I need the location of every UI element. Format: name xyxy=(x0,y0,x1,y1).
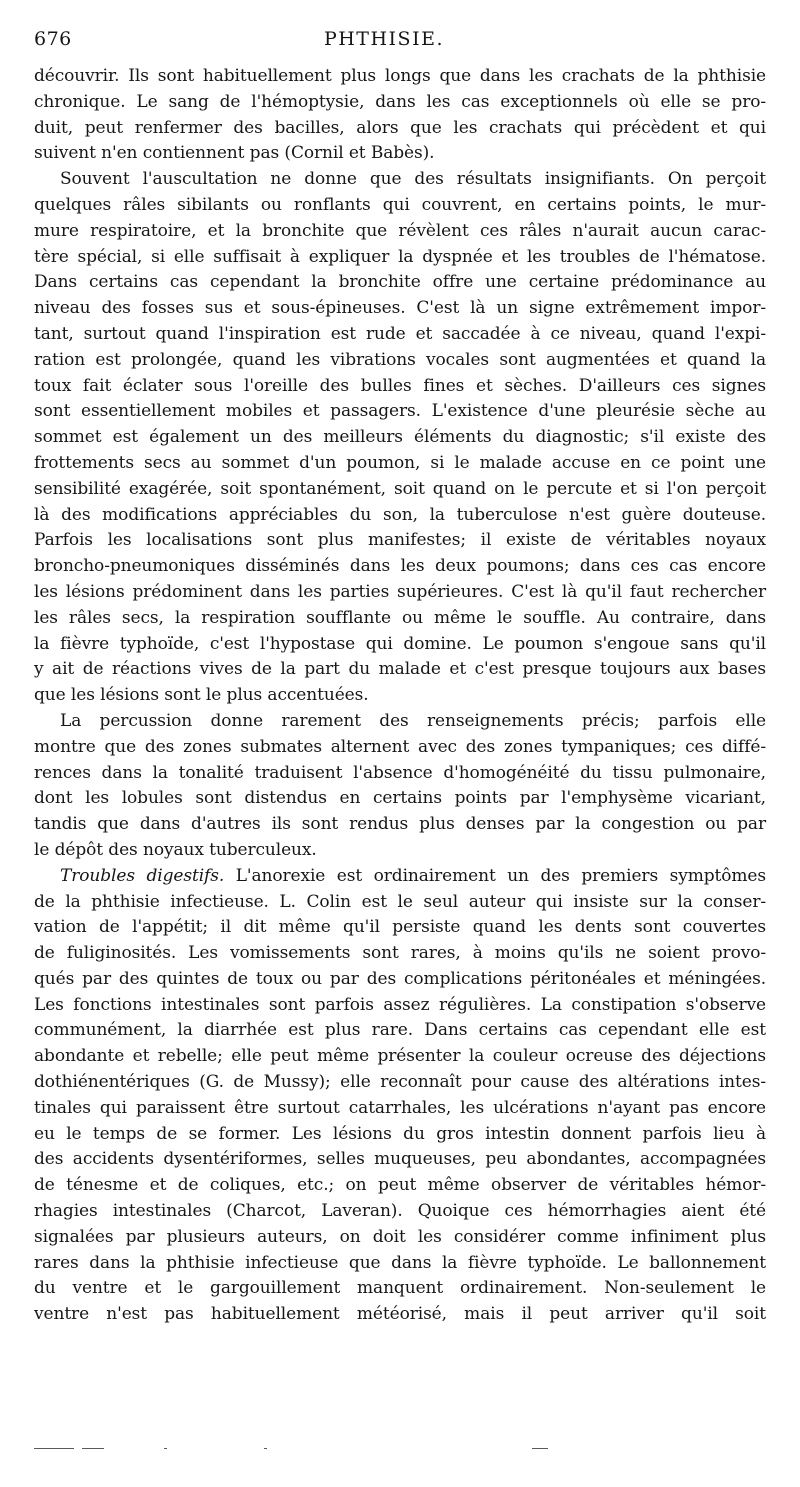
text-line-content: suivent n'en contiennent pas (Cornil et Babès). xyxy=(34,143,435,164)
text-line-content: rences dans la tonalité traduisent l'absence d'homogénéité du tissu pulmonaire, xyxy=(34,762,766,783)
text-line xyxy=(34,296,766,322)
text-line-content: là des modifications appréciables du son, la tuberculose n'est guère douteuse. xyxy=(34,504,766,525)
text-line-content: frottements secs au sommet d'un poumon, si le malade accuse en ce point une xyxy=(34,452,766,473)
text-line-content: sommet est également un des meilleurs éléments du diagnostic; s'il existe des xyxy=(34,427,766,448)
text-line-content: sont essentiellement mobiles et passagers. L'existence d'une pleurésie sèche au xyxy=(34,401,766,422)
section-heading: Troubles digestifs. xyxy=(60,865,225,886)
text-line xyxy=(34,322,766,348)
text-line xyxy=(34,116,766,142)
text-line xyxy=(34,890,766,916)
text-line xyxy=(34,967,766,993)
print-mark xyxy=(164,1448,167,1449)
text-line-content: L'anorexie est ordinairement un des premiers symptômes xyxy=(224,865,767,886)
text-line xyxy=(34,528,766,554)
text-line xyxy=(34,1122,766,1148)
text-line-content: dothiénentériques (G. de Mussy); elle reconnaît pour cause des altérations intes- xyxy=(34,1072,766,1093)
text-line xyxy=(34,580,766,606)
text-line xyxy=(34,1018,766,1044)
text-line-content: le dépôt des noyaux tuberculeux. xyxy=(34,839,317,860)
text-line-content: ration est prolongée, quand les vibrations vocales sont augmentées et quand la xyxy=(34,349,766,370)
text-line-content: broncho-pneumoniques disséminés dans les deux poumons; dans ces cas encore xyxy=(34,556,766,577)
text-line xyxy=(34,554,766,580)
text-line xyxy=(34,1225,766,1251)
text-line-content: de ténesme et de coliques, etc.; on peut même observer de véritables hémor- xyxy=(34,1175,766,1196)
text-line xyxy=(34,1173,766,1199)
text-line-content: ventre n'est pas habituellement météorisé, mais il peut arriver qu'il soit xyxy=(34,1304,766,1325)
text-line xyxy=(34,1096,766,1122)
text-line xyxy=(34,245,766,271)
text-line xyxy=(34,941,766,967)
text-line-content: du ventre et le gargouillement manquent ordinairement. Non-seulement le xyxy=(34,1278,766,1299)
print-mark xyxy=(532,1448,548,1449)
text-line xyxy=(34,1070,766,1096)
text-line xyxy=(34,141,766,167)
text-line xyxy=(34,1276,766,1302)
text-line-content: les râles secs, la respiration soufflante ou même le souffle. Au contraire, dans xyxy=(34,607,766,628)
text-line-content: niveau des fosses sus et sous-épineuses. C'est là un signe extrêmement impor- xyxy=(34,298,766,319)
body-text xyxy=(34,64,766,1328)
text-line xyxy=(34,374,766,400)
text-line xyxy=(34,657,766,683)
text-line xyxy=(34,915,766,941)
text-line xyxy=(34,219,766,245)
text-line-content: chronique. Le sang de l'hémoptysie, dans les cas exceptionnels où elle se pro- xyxy=(34,91,766,112)
text-line-content: de fuliginosités. Les vomissements sont rares, à moins qu'ils ne soient provo- xyxy=(34,943,766,964)
text-line-content: les lésions prédominent dans les parties supérieures. C'est là qu'il faut rechercher xyxy=(34,581,766,602)
document-page xyxy=(34,28,766,1328)
text-line-content: y ait de réactions vives de la part du malade et c'est presque toujours aux bases xyxy=(34,659,766,680)
text-line xyxy=(34,1147,766,1173)
text-line-content: Dans certains cas cependant la bronchite offre une certaine prédominance au xyxy=(34,272,766,293)
text-line xyxy=(34,1251,766,1277)
text-line-content: quelques râles sibilants ou ronflants qui couvrent, en certains points, le mur- xyxy=(34,194,766,215)
text-line-content: Les fonctions intestinales sont parfois assez régulières. La constipation s'observe xyxy=(34,994,766,1015)
page-header xyxy=(34,28,766,62)
text-line xyxy=(34,683,766,709)
text-line xyxy=(34,864,766,890)
text-line-content: sensibilité exagérée, soit spontanément, soit quand on le percute et si l'on perçoit xyxy=(34,478,766,499)
print-mark xyxy=(82,1448,104,1449)
text-line-content: abondante et rebelle; elle peut même présenter la couleur ocreuse des déjections xyxy=(34,1046,766,1067)
text-line-content: tère spécial, si elle suffisait à expliquer la dyspnée et les troubles de l'hématose. xyxy=(34,246,766,267)
text-line-content: rhagies intestinales (Charcot, Laveran). Quoique ces hémorrhagies aient été xyxy=(34,1201,766,1222)
text-line-content: communément, la diarrhée est plus rare. Dans certains cas cependant elle est xyxy=(34,1020,766,1041)
text-line xyxy=(34,503,766,529)
text-line xyxy=(34,735,766,761)
text-line xyxy=(34,1302,766,1328)
text-line-content: découvrir. Ils sont habituellement plus longs que dans les crachats de la phthisie xyxy=(34,66,766,86)
text-line xyxy=(34,451,766,477)
text-line-content: Parfois les localisations sont plus manifestes; il existe de véritables noyaux xyxy=(34,530,766,551)
text-line-content: La percussion donne rarement des renseignements précis; parfois elle xyxy=(60,710,766,731)
text-line xyxy=(34,399,766,425)
text-line xyxy=(34,64,766,90)
text-line-content: dont les lobules sont distendus en certains points par l'emphysème vicariant, xyxy=(34,788,766,809)
text-line-content: qués par des quintes de toux ou par des complications péritonéales et méningées. xyxy=(34,968,766,989)
text-line-content: montre que des zones submates alternent avec des zones tympaniques; ces diffé- xyxy=(34,736,766,757)
text-line xyxy=(34,270,766,296)
text-line-content: tandis que dans d'autres ils sont rendus plus denses par la congestion ou par xyxy=(34,814,766,835)
text-line xyxy=(34,993,766,1019)
text-line xyxy=(34,632,766,658)
print-mark xyxy=(34,1448,74,1449)
text-line xyxy=(34,90,766,116)
text-line xyxy=(34,348,766,374)
text-line xyxy=(34,477,766,503)
text-line-content: duit, peut renfermer des bacilles, alors que les crachats qui précèdent et qui xyxy=(34,117,766,138)
text-line-content: que les lésions sont le plus accentuées. xyxy=(34,685,369,706)
text-line-content: de la phthisie infectieuse. L. Colin est le seul auteur qui insiste sur la conser- xyxy=(34,891,766,912)
text-line xyxy=(34,812,766,838)
page-number: 676 xyxy=(34,28,72,50)
text-line-content: vation de l'appétit; il dit même qu'il persiste quand les dents sont couvertes xyxy=(34,917,766,938)
text-line-content: des accidents dysentériformes, selles muqueuses, peu abondantes, accompagnées xyxy=(34,1149,766,1170)
text-line xyxy=(34,761,766,787)
text-line-content: la fièvre typhoïde, c'est l'hypostase qui domine. Le poumon s'engoue sans qu'il xyxy=(34,633,766,654)
text-line xyxy=(34,838,766,864)
text-line-content: Souvent l'auscultation ne donne que des résultats insignifiants. On perçoit xyxy=(60,169,766,190)
text-line xyxy=(34,1199,766,1225)
print-mark xyxy=(264,1448,267,1449)
text-line xyxy=(34,1044,766,1070)
text-line-content: tinales qui paraissent être surtout catarrhales, les ulcérations n'ayant pas encore xyxy=(34,1097,766,1118)
text-line xyxy=(34,786,766,812)
text-line-content: eu le temps de se former. Les lésions du gros intestin donnent parfois lieu à xyxy=(34,1123,766,1144)
text-line xyxy=(34,606,766,632)
text-line xyxy=(34,167,766,193)
footer-print-marks xyxy=(34,1448,574,1452)
text-line xyxy=(34,425,766,451)
text-line xyxy=(34,193,766,219)
running-title: PHTHISIE. xyxy=(323,28,444,50)
text-line-content: signalées par plusieurs auteurs, on doit les considérer comme infiniment plus xyxy=(34,1226,766,1247)
text-line-content: toux fait éclater sous l'oreille des bulles fines et sèches. D'ailleurs ces signes xyxy=(34,375,766,396)
text-line-content: rares dans la phthisie infectieuse que dans la fièvre typhoïde. Le ballonnement xyxy=(34,1252,766,1273)
text-line-content: mure respiratoire, et la bronchite que révèlent ces râles n'aurait aucun carac- xyxy=(34,220,766,241)
text-line-content: tant, surtout quand l'inspiration est rude et saccadée à ce niveau, quand l'expi- xyxy=(34,323,766,344)
text-line xyxy=(34,709,766,735)
